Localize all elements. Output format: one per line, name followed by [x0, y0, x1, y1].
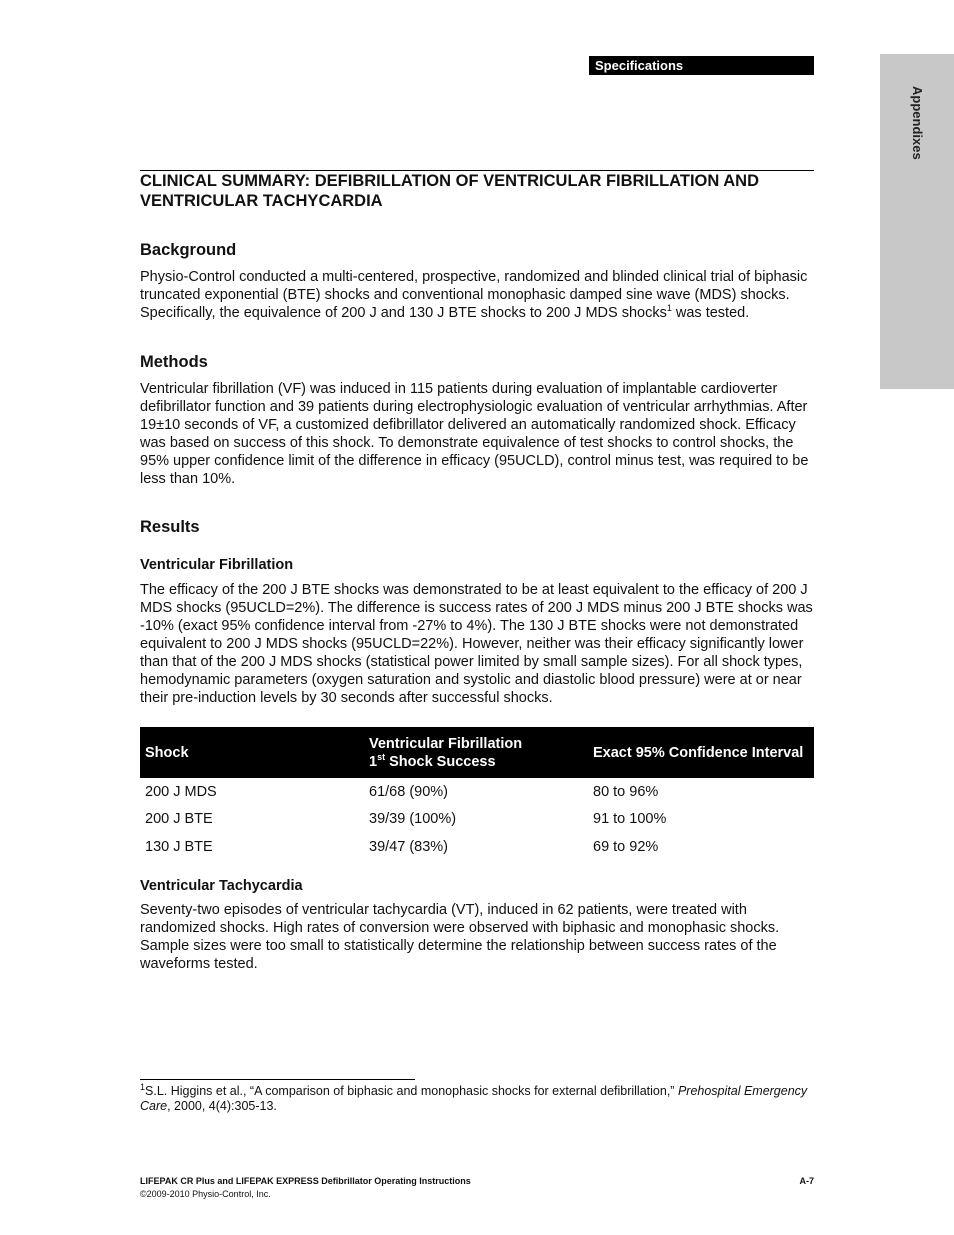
page-title: CLINICAL SUMMARY: DEFIBRILLATION OF VENTRICULAR FIBRILLATION AND VENTRICULAR TACHYCARDIA — [140, 172, 759, 210]
footer-doc-title: LIFEPAK CR Plus and LIFEPAK EXPRESS Defibrillator Operating Instructions — [140, 1176, 471, 1186]
side-tab-label-wrap — [880, 54, 954, 389]
footnote-mark: 1 — [140, 1081, 146, 1092]
appendixes-side-tab — [880, 54, 954, 389]
cell-interval: 80 to 96% — [593, 783, 659, 800]
footnote-rule — [140, 1079, 415, 1080]
column-header-success-line1: Ventricular Fibrillation — [369, 735, 523, 752]
cell-interval: 69 to 92% — [593, 838, 659, 855]
cell-success: 39/47 (83%) — [369, 838, 448, 855]
table-row — [140, 833, 814, 861]
vf-subheading: Ventricular Fibrillation — [140, 557, 294, 573]
cell-success: 61/68 (90%) — [369, 783, 448, 800]
column-header-success-sup: st — [377, 751, 386, 762]
cell-shock: 200 J BTE — [145, 811, 213, 828]
table-row — [140, 806, 814, 834]
footnote-ref: 1 — [666, 303, 672, 314]
results-table — [140, 727, 814, 861]
vt-paragraph: Seventy-two episodes of ventricular tachycardia (VT), induced in 62 patients, were treated with randomized shocks. High rates of conversion were observed with biphasic and monophasic shocks. Sample sizes were too small to statistically determine the relationship between success rates of the waveforms tested. — [140, 902, 780, 972]
footer-copyright: ©2009-2010 Physio-Control, Inc. — [140, 1189, 271, 1199]
cell-interval: 91 to 100% — [593, 811, 667, 828]
column-header-shock: Shock — [145, 744, 189, 761]
results-heading: Results — [140, 518, 200, 536]
background-text-end: was tested. — [671, 305, 750, 321]
cell-shock: 130 J BTE — [145, 838, 213, 855]
cell-success: 39/39 (100%) — [369, 811, 457, 828]
section-header-bar — [589, 56, 814, 75]
footnote-journal: Prehospital Emergency Care — [140, 1084, 808, 1113]
footnote-text: S.L. Higgins et al., “A comparison of biphasic and monophasic shocks for external defibrillation,” — [145, 1084, 678, 1098]
cell-shock: 200 J MDS — [145, 783, 217, 800]
page-number: A-7 — [799, 1176, 814, 1186]
methods-heading: Methods — [140, 353, 208, 371]
table-row — [140, 778, 814, 806]
column-header-success-num: 1 — [369, 753, 378, 770]
vf-paragraph: The efficacy of the 200 J BTE shocks was demonstrated to be at least equivalent to the efficacy of 200 J MDS shocks (95UCLD=2%). The difference is success rates of 200 J MDS minus 200 J BTE shocks was -10% (exact 95% confidence interval from -27% to 4%). The 130 J BTE shocks were not demonstrated equivalent to 200 J MDS shocks (95UCLD=22%). However, neither was their efficacy significantly lower than that of the 200 J MDS shocks (statistical power limited by small sample sizes). For all shock types, hemodynamic parameters (oxygen saturation and systolic and diastolic blood pressure) were at or near their pre-induction levels by 30 seconds after successful shocks. — [140, 582, 813, 706]
side-tab-label: Appendixes — [910, 86, 925, 160]
background-paragraph — [140, 268, 820, 322]
vt-subheading: Ventricular Tachycardia — [140, 878, 303, 894]
background-text: Physio-Control conducted a multi-centered, prospective, randomized and blinded clinical trial of biphasic truncated exponential (BTE) shocks and conventional monophasic damped sine wave (MDS) shocks. Specifically, the equivalence of 200 J and 130 J BTE shocks to 200 J MDS shocks — [140, 269, 808, 321]
column-header-success — [364, 727, 588, 778]
footnote-text-end: , 2000, 4(4):305-13. — [167, 1099, 277, 1113]
section-label: Specifications — [595, 58, 684, 73]
methods-paragraph: Ventricular fibrillation (VF) was induced in 115 patients during evaluation of implantable cardioverter defibrillator function and 39 patients during electrophysiologic evaluation of ventricular arrhythmias. After 19±10 seconds of VF, a customized defibrillator delivered an automatically randomized shock. Efficacy was based on success of this shock. To demonstrate equivalence of test shocks to control shocks, the 95% upper confidence limit of the difference in efficacy (95UCLD), control minus test, was required to be less than 10%. — [140, 381, 809, 487]
footnote — [140, 1081, 820, 1114]
background-heading: Background — [140, 241, 237, 259]
table-header-row — [140, 727, 814, 778]
column-header-success-rest: Shock Success — [385, 753, 496, 770]
column-header-interval: Exact 95% Confidence Interval — [593, 744, 804, 761]
